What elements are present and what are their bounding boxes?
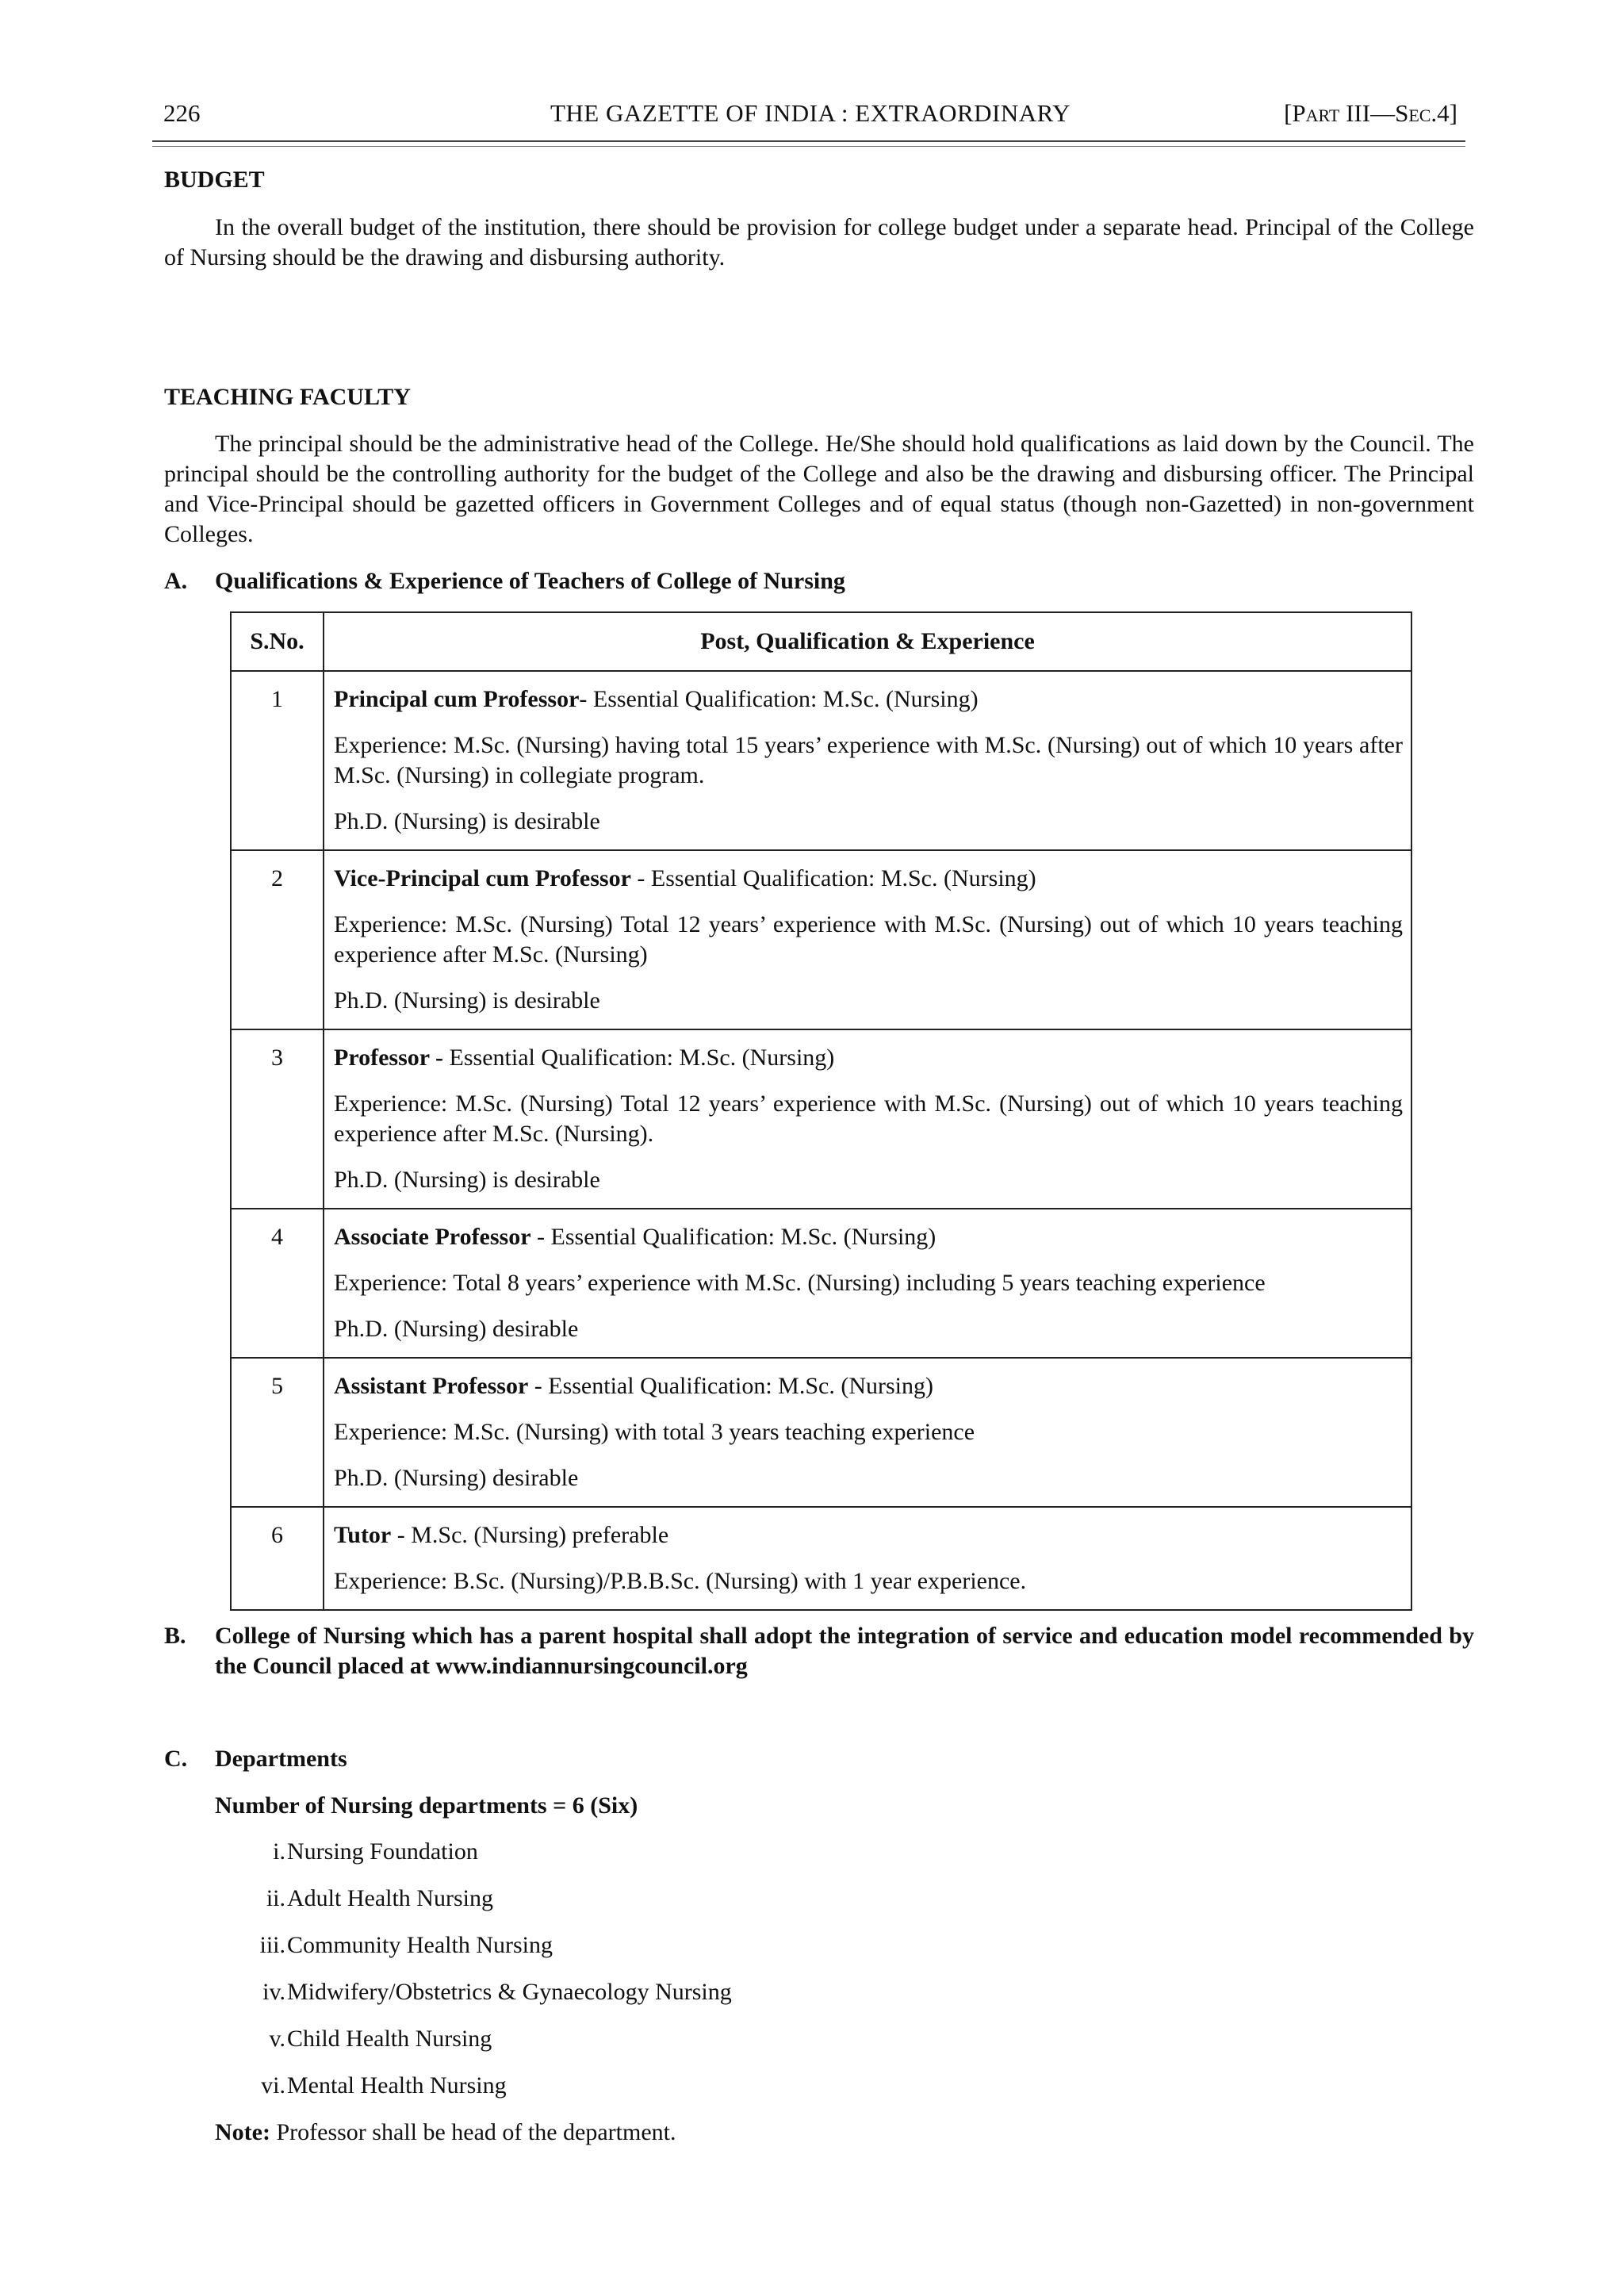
post-title: Professor - <box>334 1045 444 1071</box>
row-sno: 1 <box>231 671 324 850</box>
department-item <box>214 1837 928 1884</box>
phd-line: Ph.D. (Nursing) is desirable <box>334 1167 600 1193</box>
experience-line: Experience: M.Sc. (Nursing) having total 15 years’ experience with M.Sc. (Nursing) out of which 10 years after M.Sc. (Nursing) in collegiate program. <box>334 732 1403 788</box>
post-title: Vice-Principal cum Professor <box>334 865 631 891</box>
experience-line: Experience: M.Sc. (Nursing) Total 12 years’ experience with M.Sc. (Nursing) out of which 10 years teaching experience after M.Sc. (Nursing) <box>334 911 1403 968</box>
row-description <box>324 671 1411 850</box>
page-header <box>163 98 1457 133</box>
table-header-row <box>231 612 1411 671</box>
note-label: Note: <box>215 2119 270 2145</box>
post-qualification: - Essential Qualification: M.Sc. (Nursing) <box>630 865 1036 891</box>
row-sno: 3 <box>231 1029 324 1209</box>
gazette-title: THE GAZETTE OF INDIA : EXTRAORDINARY <box>550 99 1071 127</box>
department-name: Nursing Foundation <box>287 1838 478 1865</box>
qualifications-table <box>230 611 1412 1611</box>
department-numeral: iii. <box>259 1932 285 1958</box>
phd-line: Ph.D. (Nursing) desirable <box>334 1316 579 1342</box>
department-item <box>214 2071 928 2118</box>
phd-line: Ph.D. (Nursing) desirable <box>334 1465 579 1491</box>
experience-line: Experience: Total 8 years’ experience with M.Sc. (Nursing) including 5 years teaching experience <box>334 1270 1266 1296</box>
column-header-sno: S.No. <box>231 612 324 671</box>
section-a-letter: A. <box>164 568 188 594</box>
section-a-title: Qualifications & Experience of Teachers of College of Nursing <box>215 568 845 594</box>
post-line <box>334 684 1403 715</box>
table-row <box>231 1209 1411 1358</box>
post-qualification: Essential Qualification: M.Sc. (Nursing) <box>443 1045 835 1071</box>
department-name: Adult Health Nursing <box>287 1885 493 1911</box>
budget-paragraph: In the overall budget of the institution, there should be provision for college budget under a separate head. Principal of the College of Nursing should be the drawing and disbursing authority. <box>164 214 1474 270</box>
page-number: 226 <box>163 99 201 127</box>
department-numeral: vi. <box>261 2072 285 2099</box>
row-sno: 2 <box>231 850 324 1029</box>
department-numeral: ii. <box>266 1885 285 1911</box>
section-c-letter: C. <box>164 1746 188 1772</box>
experience-line: Experience: B.Sc. (Nursing)/P.B.B.Sc. (Nursing) with 1 year experience. <box>334 1568 1027 1594</box>
post-qualification: - Essential Qualification: M.Sc. (Nursing) <box>579 686 979 712</box>
row-sno: 6 <box>231 1507 324 1610</box>
department-numeral: iv. <box>262 1979 285 2005</box>
department-name: Community Health Nursing <box>287 1932 553 1958</box>
section-a-heading <box>164 566 1474 598</box>
post-line <box>334 1043 1403 1073</box>
department-name: Mental Health Nursing <box>287 2072 507 2099</box>
post-line <box>334 1371 1403 1401</box>
department-numeral: v. <box>269 2026 285 2052</box>
row-description <box>324 1358 1411 1507</box>
section-b-text: College of Nursing which has a parent hospital shall adopt the integration of service and education model recommended by the Council placed at www.indiannursingcouncil.org <box>215 1623 1474 1679</box>
post-title: Assistant Professor <box>334 1373 529 1399</box>
post-qualification: - Essential Qualification: M.Sc. (Nursing) <box>528 1373 933 1399</box>
phd-line: Ph.D. (Nursing) is desirable <box>334 987 600 1014</box>
table-body <box>231 671 1411 1610</box>
department-name: Midwifery/Obstetrics & Gynaecology Nursing <box>287 1979 732 2005</box>
department-item <box>214 1977 928 2024</box>
post-qualification: - Essential Qualification: M.Sc. (Nursing) <box>530 1224 936 1250</box>
section-b <box>164 1621 1474 1685</box>
post-qualification: - M.Sc. (Nursing) preferable <box>391 1522 669 1548</box>
department-item <box>214 2024 928 2071</box>
section-c-heading <box>164 1744 1474 1776</box>
row-description <box>324 850 1411 1029</box>
post-title: Principal cum Professor <box>334 686 580 712</box>
note-text: Professor shall be head of the department. <box>270 2119 676 2145</box>
budget-heading: BUDGET <box>164 167 265 193</box>
table-row <box>231 671 1411 850</box>
table-row <box>231 1358 1411 1507</box>
department-item <box>214 1930 928 1977</box>
phd-line: Ph.D. (Nursing) is desirable <box>334 808 600 834</box>
departments-list <box>214 1837 928 2118</box>
column-header-post: Post, Qualification & Experience <box>324 612 1411 671</box>
row-sno: 5 <box>231 1358 324 1507</box>
post-title: Tutor <box>334 1522 392 1548</box>
section-b-letter: B. <box>164 1623 186 1649</box>
post-title: Associate Professor <box>334 1224 531 1250</box>
table-row <box>231 1507 1411 1610</box>
teaching-faculty-paragraph: The principal should be the administrative head of the College. He/She should hold qualifications as laid down by the Council. The principal should be the controlling authority for the budget of the College and also be the drawing and disbursing officer. The Principal and Vice-Principal should be gazetted officers in Government Colleges and of equal status (though non-Gazetted) in non-government Colleges. <box>164 431 1474 547</box>
experience-line: Experience: M.Sc. (Nursing) with total 3 years teaching experience <box>334 1419 975 1445</box>
post-line <box>334 1222 1403 1252</box>
department-item <box>214 1884 928 1930</box>
table-row <box>231 1029 1411 1209</box>
header-rule-thin <box>152 146 1465 147</box>
table-row <box>231 850 1411 1029</box>
row-sno: 4 <box>231 1209 324 1358</box>
row-description <box>324 1029 1411 1209</box>
header-rule <box>152 140 1465 142</box>
teaching-faculty-heading: TEACHING FACULTY <box>164 384 411 410</box>
row-description <box>324 1507 1411 1610</box>
department-numeral: i. <box>273 1838 285 1865</box>
section-c-title: Departments <box>215 1746 347 1772</box>
department-name: Child Health Nursing <box>287 2026 492 2052</box>
post-line <box>334 864 1403 894</box>
post-line <box>334 1520 1403 1550</box>
experience-line: Experience: M.Sc. (Nursing) Total 12 years’ experience with M.Sc. (Nursing) out of which 10 years teaching experience after M.Sc. (Nursing). <box>334 1091 1403 1147</box>
departments-count: Number of Nursing departments = 6 (Six) <box>215 1792 638 1819</box>
part-section: [Part III—Sec.4] <box>1284 99 1457 127</box>
note <box>215 2118 1404 2148</box>
row-description <box>324 1209 1411 1358</box>
